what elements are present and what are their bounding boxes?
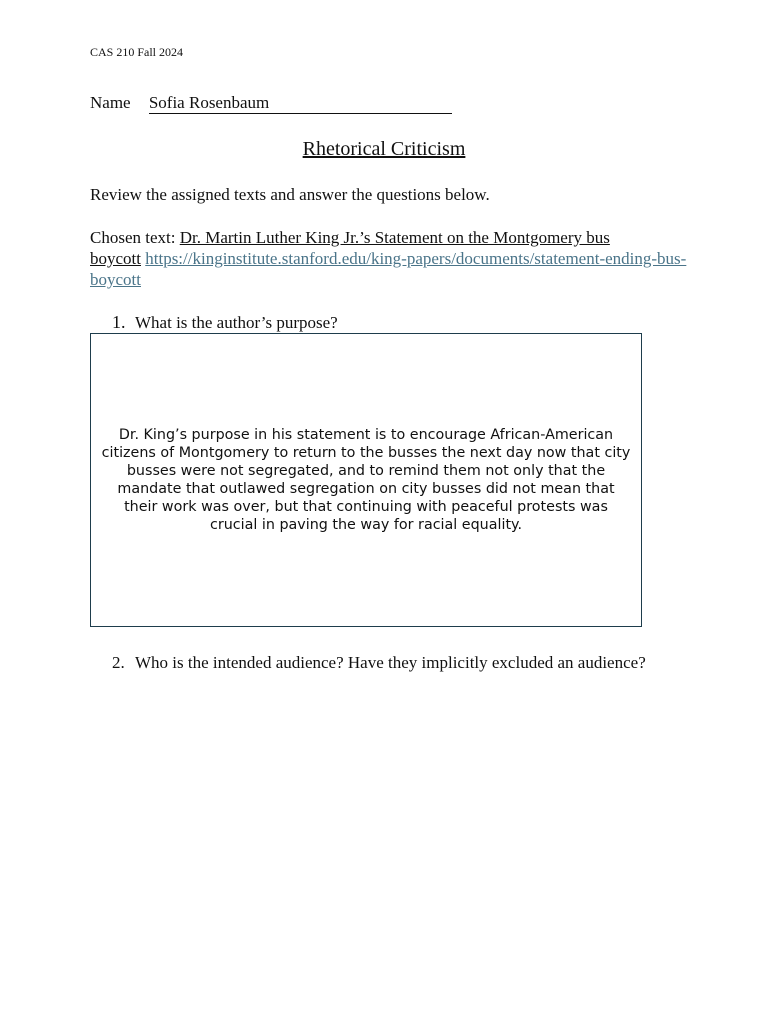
course-header: CAS 210 Fall 2024: [90, 45, 184, 59]
question-1: [112, 312, 338, 333]
source-link[interactable]: https://kinginstitute.stanford.edu/king-papers/documents/statement-ending-bus-boycott: [90, 249, 687, 289]
instructions: Review the assigned texts and answer the questions below.: [90, 185, 490, 204]
question-2: [112, 653, 646, 673]
question-2-number: 2.: [112, 653, 125, 672]
question-1-text: What is the author’s purpose?: [135, 313, 338, 332]
question-2-text: Who is the intended audience? Have they implicitly excluded an audience?: [135, 653, 646, 672]
answer-1-text[interactable]: Dr. King’s purpose in his statement is to encourage African-American citizens of Montgomery to return to the busses the next day now that city busses were not segregated, and to remind them not only that the mandate that outlawed segregation on city busses did not mean that their work was over, but that continuing with peaceful protests was crucial in paving the way for racial equality.: [101, 427, 631, 533]
chosen-text-title-line2: boycott: [90, 249, 141, 268]
chosen-text-label: Chosen text:: [90, 228, 176, 247]
chosen-text: [90, 227, 690, 290]
name-row: [90, 93, 452, 114]
page-title: Rhetorical Criticism: [302, 138, 466, 160]
answer-1-box[interactable]: [90, 333, 642, 627]
name-field[interactable]: Sofia Rosenbaum: [149, 93, 452, 114]
name-label: Name: [90, 93, 131, 112]
chosen-text-title-line1: Dr. Martin Luther King Jr.’s Statement on the Montgomery bus: [179, 228, 610, 247]
question-1-number: 1.: [112, 312, 126, 332]
